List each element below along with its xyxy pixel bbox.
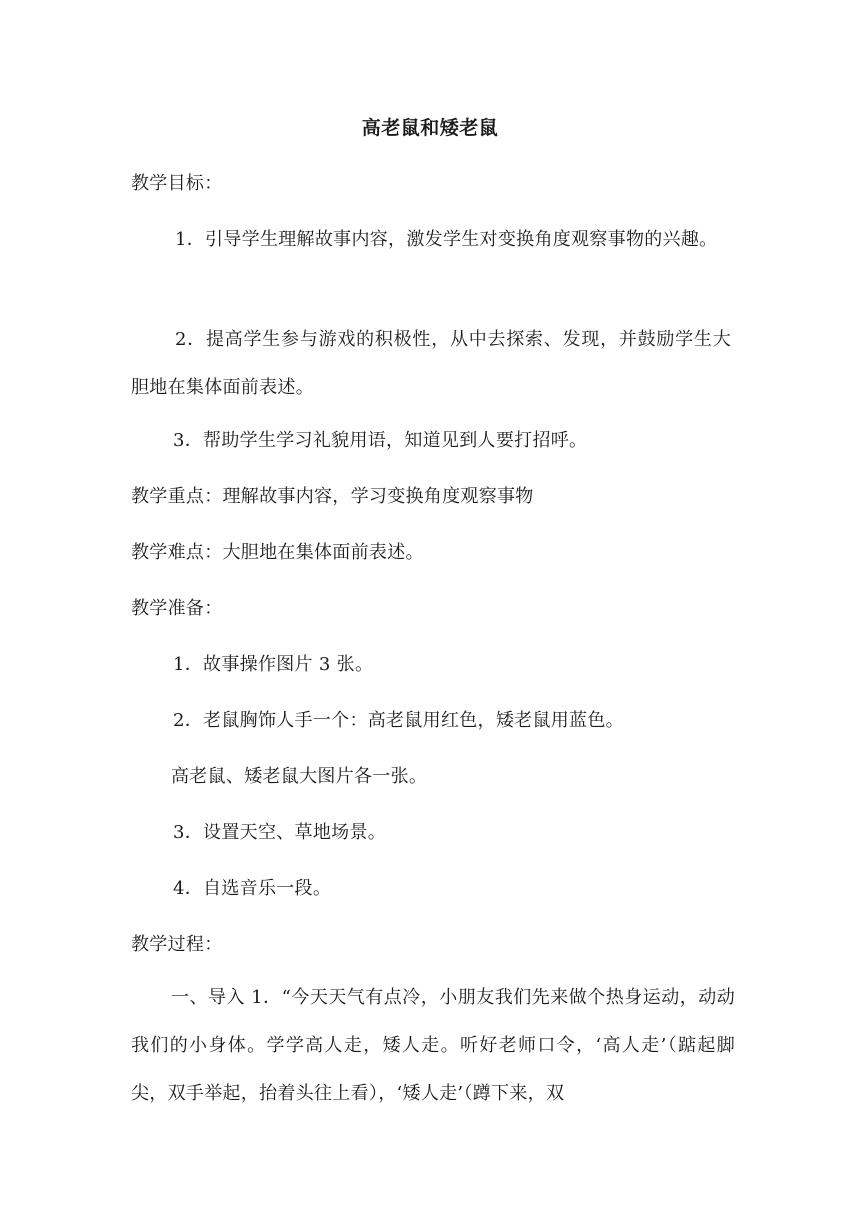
- goal-item-1: 1．引导学生理解故事内容，激发学生对变换角度观察事物的兴趣。: [175, 229, 718, 250]
- prep-heading: 教学准备：: [131, 598, 223, 619]
- difficulty: 教学难点：大胆地在集体面前表述。: [131, 542, 424, 563]
- goal-item-3: 3．帮助学生学习礼貌用语，知道见到人要打招呼。: [173, 430, 588, 451]
- goal-item-2: 2．提高学生参与游戏的积极性，从中去探索、发现，并鼓励学生大胆地在集体面前表述。: [131, 329, 731, 398]
- document-title: 高老鼠和矮老鼠: [361, 117, 499, 139]
- prep-item-2-continued: 高老鼠、矮老鼠大图片各一张。: [171, 766, 428, 787]
- process-paragraph: 一、导入 1．“今天天气有点冷，小朋友我们先来做个热身运动，动动我们的小身体。学学高人走，矮人走。听好老师口令，‘高人走’（踮起脚尖，双手举起，抬着头往上看），‘矮人走’（蹲下来，双: [131, 987, 735, 1104]
- prep-item-2: 2．老鼠胸饰人手一个：高老鼠用红色，矮老鼠用蓝色。: [173, 710, 624, 731]
- prep-item-3: 3．设置天空、草地场景。: [173, 822, 387, 843]
- prep-item-1: 1．故事操作图片 3 张。: [173, 654, 374, 675]
- process-heading: 教学过程：: [131, 934, 223, 955]
- key-point: 教学重点：理解故事内容，学习变换角度观察事物: [131, 486, 534, 507]
- prep-item-4: 4．自选音乐一段。: [173, 878, 332, 899]
- goals-heading: 教学目标：: [131, 173, 223, 194]
